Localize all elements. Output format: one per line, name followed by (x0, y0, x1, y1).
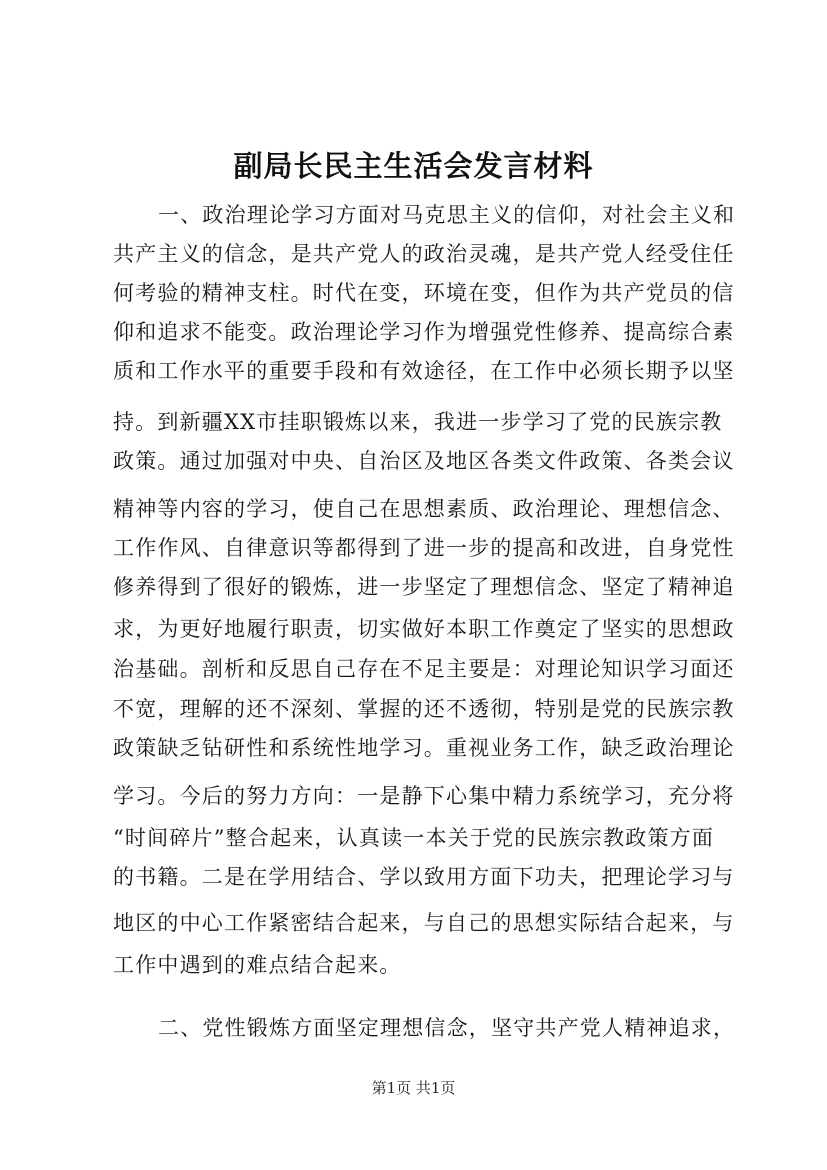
paragraph-1-line-6: 持。到新疆XX市挂职锻炼以来，我进一步学习了党的民族宗教 (113, 410, 723, 434)
paragraph-1-line-14: 政策缺乏钻研性和系统性地学习。重视业务工作，缺乏政治理论 (113, 736, 735, 760)
paragraph-1-line-11: 求，为更好地履行职责，切实做好本职工作奠定了坚实的思想政 (113, 617, 735, 641)
paragraph-1-line-9: 工作作风、自律意识等都得到了进一步的提高和改进，自身党性 (113, 536, 735, 560)
paragraph-1-line-5: 质和工作水平的重要手段和有效途径，在工作中必须长期予以坚 (113, 359, 735, 383)
paragraph-1-line-8: 精神等内容的学习，使自己在思想素质、政治理论、理想信念、 (113, 497, 735, 521)
paragraph-1-line-18: 地区的中心工作紧密结合起来，与自己的思想实际结合起来，与 (113, 911, 735, 935)
paragraph-1-line-13: 不宽，理解的还不深刻、掌握的还不透彻，特别是党的民族宗教 (113, 697, 735, 721)
paragraph-1-line-3: 何考验的精神支柱。时代在变，环境在变，但作为共产党员的信 (113, 281, 735, 305)
paragraph-1-line-1: 一、政治理论学习方面对马克思主义的信仰，对社会主义和 (158, 203, 736, 227)
paragraph-1-line-17: 的书籍。二是在学用结合、学以致用方面下功夫，把理论学习与 (113, 865, 735, 889)
paragraph-1-line-10: 修养得到了很好的锻炼，进一步坚定了理想信念、坚定了精神追 (113, 575, 735, 599)
paragraph-1-line-12: 治基础。剖析和反思自己存在不足主要是：对理论知识学习面还 (113, 657, 735, 681)
paragraph-1-line-19: 工作中遇到的难点结合起来。 (113, 953, 402, 977)
paragraph-1-line-2: 共产主义的信念，是共产党人的政治灵魂，是共产党人经受住任 (113, 242, 735, 266)
page-number-footer: 第1页 共1页 (371, 1079, 456, 1097)
paragraph-1-line-7: 政策。通过加强对中央、自治区及地区各类文件政策、各类会议 (113, 449, 735, 473)
paragraph-1-line-4: 仰和追求不能变。政治理论学习作为增强党性修养、提高综合素 (113, 320, 735, 344)
paragraph-1-line-16: “时间碎片”整合起来，认真读一本关于党的民族宗教政策方面 (113, 826, 715, 850)
document-title: 副局长民主生活会发言材料 (233, 149, 594, 183)
paragraph-1-line-15: 学习。今后的努力方向：一是静下心集中精力系统学习，充分将 (113, 784, 735, 808)
paragraph-2-line-1: 二、党性锻炼方面坚定理想信念，坚守共产党人精神追求， (158, 1016, 736, 1040)
